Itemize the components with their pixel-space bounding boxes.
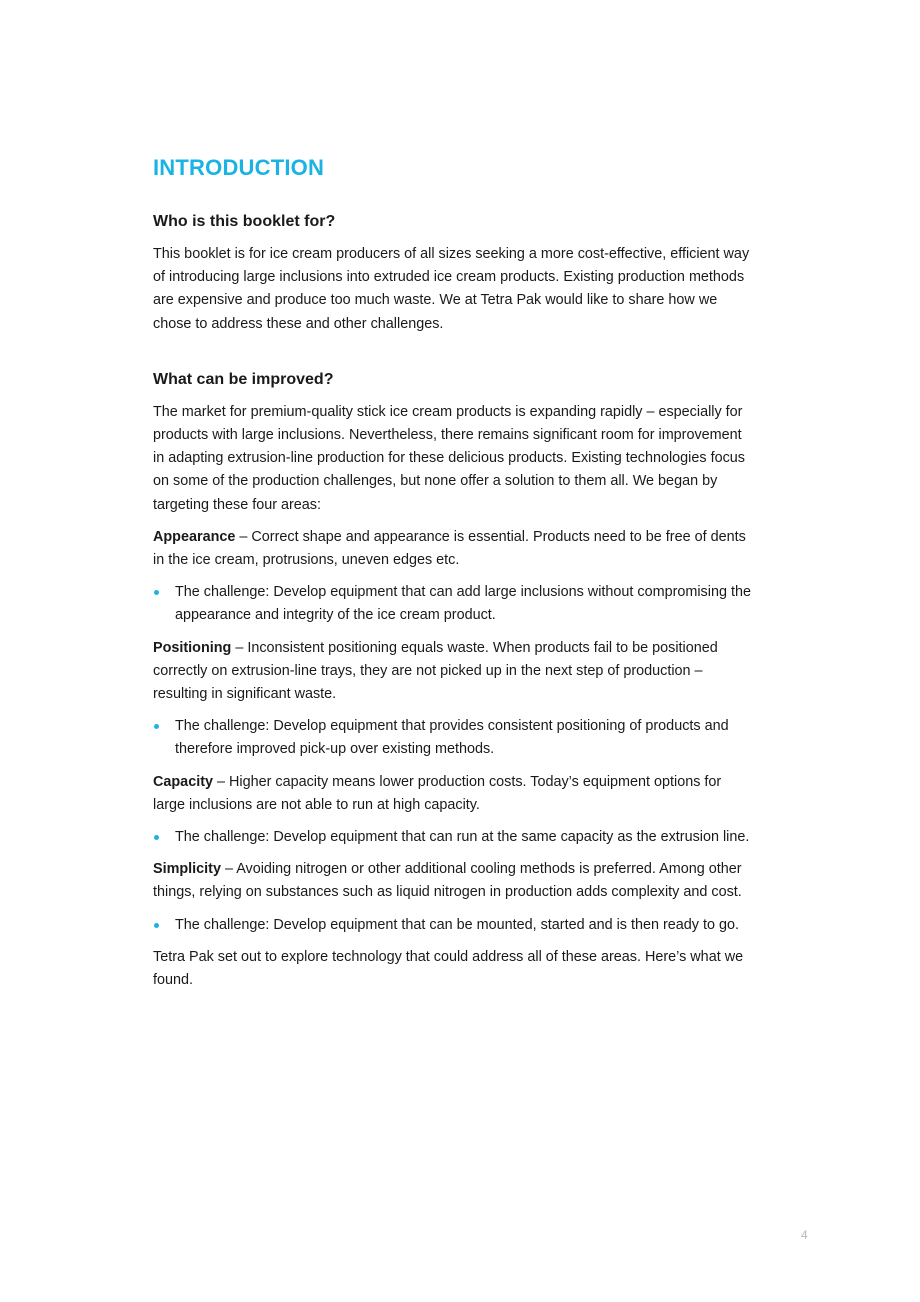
challenge-text: The challenge: Develop equipment that can add large inclusions without compromising the appearance and integrity of the ice cream product. — [175, 584, 751, 624]
area-paragraph-appearance — [153, 526, 753, 572]
challenge-text: The challenge: Develop equipment that can be mounted, started and is then ready to go. — [175, 916, 740, 933]
improvements-intro-paragraph: The market for premium-quality stick ice cream products is expanding rapidly – especially for products with large inclusions. Nevertheless, there remains significant room for improvement in adapting extrusion-line production for these delicious products. Existing technologies focus on some of the production challenges, but none offer a solution to them all. We began by targeting these four areas: — [153, 403, 745, 513]
area-description: – Correct shape and appearance is essential. Products need to be free of dents in the ice cream, protrusions, uneven edges etc. — [153, 528, 746, 569]
challenge-item-capacity — [153, 826, 753, 849]
area-paragraph-positioning — [153, 637, 753, 707]
bullet-dot-icon — [154, 835, 159, 840]
conclusion-paragraph: Tetra Pak set out to explore technology that could address all of these areas. Here’s what we found. — [153, 948, 744, 989]
section-heading-improvements: What can be improved? — [153, 370, 334, 388]
area-term: Simplicity — [153, 861, 221, 878]
bullet-dot-icon — [154, 923, 159, 928]
challenge-text: The challenge: Develop equipment that can run at the same capacity as the extrusion line. — [175, 829, 750, 846]
audience-paragraph: This booklet is for ice cream producers of all sizes seeking a more cost-effective, efficient way of introducing large inclusions into extruded ice cream products. Existing production methods are expensive and produce too much waste. We at Tetra Pak would like to share how we chose to address these and other challenges. — [153, 246, 750, 332]
bullet-dot-icon — [154, 590, 159, 595]
challenge-item-appearance — [153, 581, 753, 627]
area-description: – Higher capacity means lower production costs. Today’s equipment options for large inclusions are not able to run at high capacity. — [153, 773, 722, 813]
page-number: 4 — [801, 1228, 808, 1242]
section-heading-audience: Who is this booklet for? — [153, 213, 336, 230]
challenge-item-positioning — [153, 715, 753, 761]
area-term: Capacity — [153, 773, 213, 790]
area-paragraph-capacity — [153, 771, 753, 817]
challenge-item-simplicity — [153, 914, 753, 937]
challenge-text: The challenge: Develop equipment that provides consistent positioning of products and therefore improved pick-up over existing methods. — [175, 718, 729, 758]
challenge-list — [153, 826, 753, 849]
page-title: INTRODUCTION — [153, 155, 325, 180]
area-description: – Inconsistent positioning equals waste. When products fail to be positioned correctly on extrusion-line trays, they are not picked up in the next step of production – resulting in significant waste. — [153, 639, 718, 703]
area-paragraph-simplicity — [153, 858, 753, 904]
challenge-list — [153, 581, 753, 627]
area-term: Appearance — [153, 528, 236, 545]
page-content — [153, 150, 753, 992]
area-description: – Avoiding nitrogen or other additional cooling methods is preferred. Among other things, relying on substances such as liquid nitrogen in production adds complexity and cost. — [153, 861, 742, 901]
area-term: Positioning — [153, 639, 232, 656]
challenge-list — [153, 914, 753, 937]
challenge-list — [153, 715, 753, 761]
bullet-dot-icon — [154, 724, 159, 729]
